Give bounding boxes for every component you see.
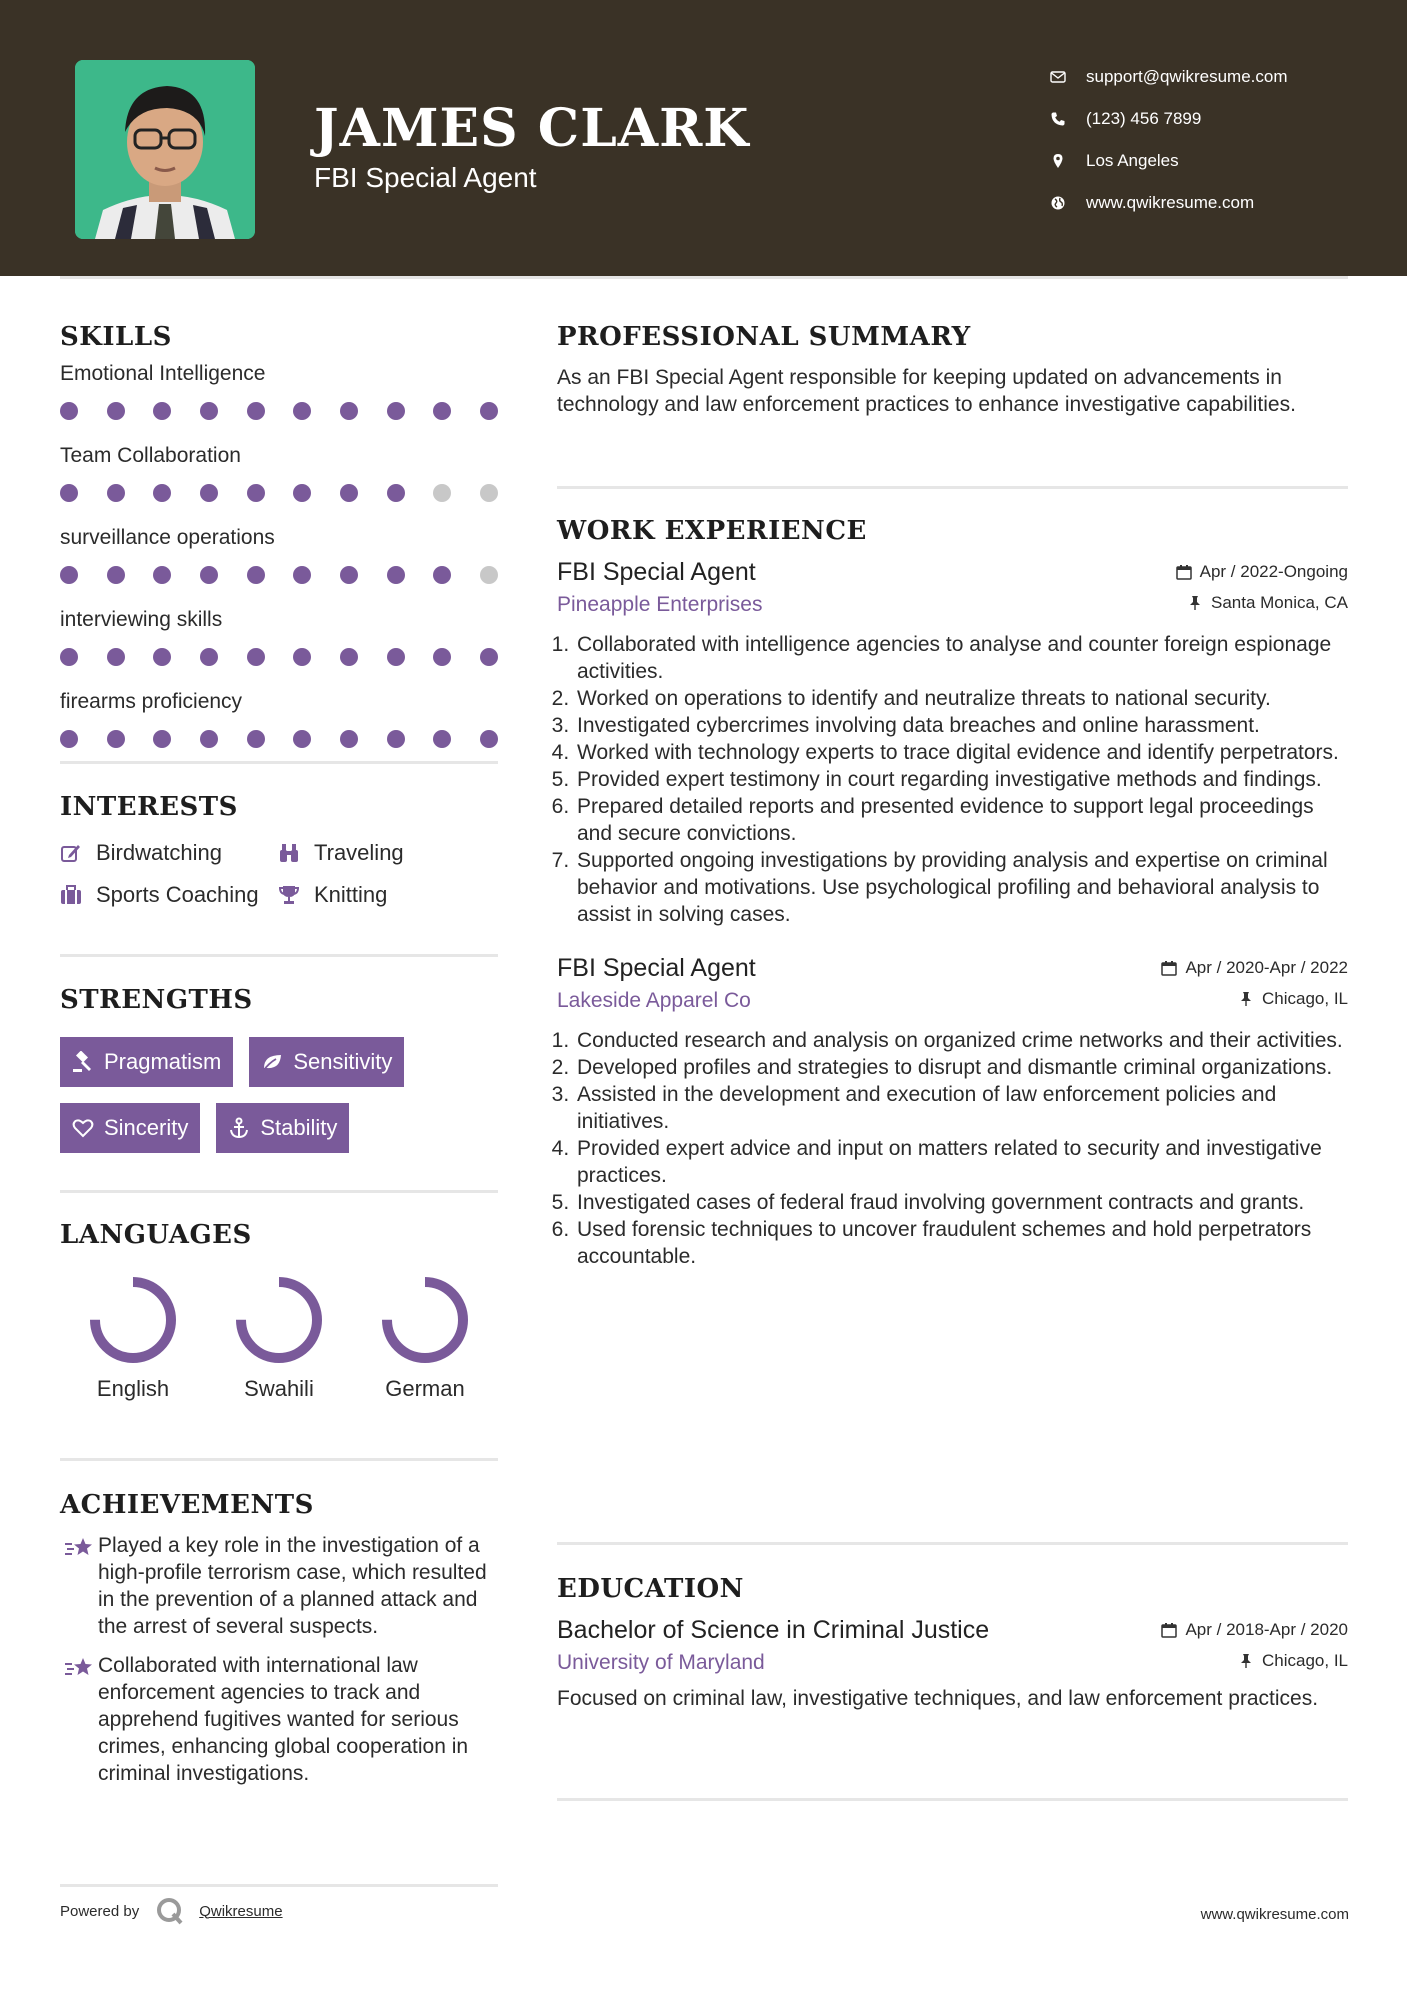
rating-dot: [293, 566, 311, 584]
rating-dot: [293, 484, 311, 502]
achievement-item: [60, 1532, 498, 1640]
rating-dot: [247, 566, 265, 584]
strengths-heading: STRENGTHS: [60, 985, 253, 1015]
rating-dot: [433, 648, 451, 666]
rating-dot: [107, 484, 125, 502]
globe-icon: [1050, 195, 1086, 211]
candidate-title: FBI Special Agent: [314, 162, 537, 193]
contact-website[interactable]: [1050, 182, 1288, 224]
section-divider: [60, 761, 498, 764]
strength-badge: [60, 1037, 233, 1087]
languages-list: [60, 1274, 498, 1402]
map-pin-icon: [1050, 153, 1086, 169]
interest-label: Sports Coaching: [96, 882, 259, 907]
skills-heading: SKILLS: [60, 322, 172, 352]
company-name: Lakeside Apparel Co: [557, 989, 751, 1012]
education-date: [1161, 1620, 1348, 1640]
education-description: Focused on criminal law, investigative techniques, and law enforcement practices.: [557, 1687, 1319, 1710]
section-divider: [557, 486, 1348, 489]
contact-list: [1050, 56, 1288, 224]
strength-label: Pragmatism: [104, 1049, 222, 1074]
job-header: [557, 954, 1348, 983]
rating-dot: [247, 648, 265, 666]
language-item: [352, 1274, 498, 1402]
briefcase-icon: [60, 884, 82, 906]
rating-dot: [293, 730, 311, 748]
duty-item: 6. Prepared detailed reports and presented evidence to support legal proceedings and secure convictions.: [575, 793, 1348, 847]
rating-dot: [107, 730, 125, 748]
summary-heading: PROFESSIONAL SUMMARY: [557, 322, 971, 352]
duty-item: 4. Provided expert advice and input on matters related to security and investigative practices.: [575, 1135, 1348, 1189]
languages-section: [60, 1220, 498, 1402]
rating-dot: [107, 566, 125, 584]
interest-item: [278, 840, 498, 866]
section-divider: [557, 1542, 1348, 1545]
interests-section: [60, 792, 498, 908]
resume-header: [0, 0, 1407, 276]
job-entry: [557, 954, 1348, 1270]
duty-item: 1. Conducted research and analysis on organized crime networks and their activities.: [575, 1027, 1348, 1054]
rating-dot: [480, 402, 498, 420]
section-divider: [60, 1458, 498, 1461]
contact-phone[interactable]: [1050, 98, 1288, 140]
skills-list: [60, 362, 498, 764]
interest-item: [60, 840, 278, 866]
interest-item: [278, 882, 498, 908]
job-location: [1238, 989, 1348, 1009]
interests-list: [60, 840, 498, 908]
section-divider: [60, 954, 498, 957]
contact-location-text: Los Angeles: [1086, 151, 1179, 170]
leaf-icon: [261, 1051, 283, 1073]
job-subheader: [557, 593, 1348, 617]
education-date-text: Apr / 2018-Apr / 2020: [1185, 1620, 1348, 1639]
rating-dot: [153, 566, 171, 584]
rating-dot: [60, 402, 78, 420]
profile-photo: [75, 60, 255, 239]
strength-label: Sincerity: [104, 1115, 189, 1140]
rating-dot: [387, 730, 405, 748]
experience-section: [557, 516, 1348, 1270]
language-item: [206, 1274, 352, 1402]
rating-dot: [153, 484, 171, 502]
rating-dot: [107, 402, 125, 420]
strengths-section: [60, 985, 498, 1153]
rating-dot: [387, 566, 405, 584]
phone-icon: [1050, 111, 1086, 127]
strength-label: Sensitivity: [293, 1049, 393, 1074]
envelope-icon: [1050, 69, 1086, 85]
interest-label: Traveling: [314, 840, 404, 865]
skill-name: surveillance operations: [60, 526, 275, 549]
gavel-icon: [72, 1051, 94, 1073]
calendar-icon: [1161, 1622, 1177, 1638]
duty-item: 2. Worked on operations to identify and neutralize threats to national security.: [575, 685, 1348, 712]
rating-dot: [480, 566, 498, 584]
language-progress-ring: [233, 1274, 325, 1366]
skill-rating: [60, 730, 498, 764]
education-section: [557, 1574, 1348, 1712]
rating-dot: [200, 730, 218, 748]
rating-dot: [200, 566, 218, 584]
binoculars-icon: [278, 842, 300, 864]
language-progress-arc: [387, 1282, 463, 1358]
achievement-text: Played a key role in the investigation of a high-profile terrorism case, which resulted in the prevention of a planned attack and the arrest of several suspects.: [98, 1534, 487, 1638]
rating-dot: [433, 402, 451, 420]
rating-dot: [107, 648, 125, 666]
rating-dot: [293, 648, 311, 666]
duty-item: 3. Investigated cybercrimes involving data breaches and online harassment.: [575, 712, 1348, 739]
rating-dot: [433, 730, 451, 748]
rating-dot: [480, 648, 498, 666]
language-name: Swahili: [244, 1376, 314, 1401]
degree-title: Bachelor of Science in Criminal Justice: [557, 1616, 990, 1644]
language-item: [60, 1274, 206, 1402]
footer-website[interactable]: www.qwikresume.com: [1200, 1906, 1349, 1923]
rating-dot: [247, 484, 265, 502]
strength-badge: [216, 1103, 349, 1153]
skill-rating: [60, 648, 498, 682]
section-divider: [557, 1798, 1348, 1801]
candidate-name: JAMES CLARK: [314, 98, 750, 159]
duty-item: 1. Collaborated with intelligence agencies to analyse and counter foreign espionage activities.: [575, 631, 1348, 685]
strength-badge: [249, 1037, 404, 1087]
skill-name: Emotional Intelligence: [60, 362, 266, 385]
section-divider: [60, 1190, 498, 1193]
skill-name: Team Collaboration: [60, 444, 241, 467]
rating-dot: [247, 402, 265, 420]
interest-item: [60, 882, 278, 908]
rating-dot: [433, 566, 451, 584]
skill-item: [60, 690, 498, 764]
job-title: FBI Special Agent: [557, 954, 756, 982]
job-date-text: Apr / 2020-Apr / 2022: [1185, 958, 1348, 977]
job-header: [557, 558, 1348, 587]
rating-dot: [247, 730, 265, 748]
trophy-icon: [278, 884, 300, 906]
rating-dot: [387, 402, 405, 420]
rating-dot: [387, 648, 405, 666]
powered-by-text: Powered by: [60, 1902, 140, 1920]
school-name: University of Maryland: [557, 1651, 765, 1674]
education-location-text: Chicago, IL: [1262, 1651, 1348, 1670]
duty-item: 3. Assisted in the development and execution of law enforcement policies and initiatives.: [575, 1081, 1348, 1135]
skill-rating: [60, 402, 498, 436]
duty-item: 2. Developed profiles and strategies to disrupt and dismantle criminal organizations.: [575, 1054, 1348, 1081]
interests-heading: INTERESTS: [60, 792, 238, 822]
skill-item: [60, 362, 498, 436]
heart-icon: [72, 1117, 94, 1139]
education-location: [1238, 1651, 1348, 1671]
contact-location: [1050, 140, 1288, 182]
skill-item: [60, 444, 498, 518]
skill-rating: [60, 484, 498, 518]
pushpin-icon: [1187, 595, 1203, 611]
shooting-star-icon: [60, 1532, 98, 1564]
rating-dot: [200, 484, 218, 502]
education-subheader: [557, 1651, 1348, 1675]
pushpin-icon: [1238, 991, 1254, 1007]
contact-email-text: support@qwikresume.com: [1086, 67, 1288, 86]
calendar-icon: [1161, 960, 1177, 976]
skill-name: interviewing skills: [60, 608, 223, 631]
skill-item: [60, 608, 498, 682]
rating-dot: [60, 484, 78, 502]
anchor-icon: [228, 1117, 250, 1139]
header-divider: [60, 276, 1348, 279]
calendar-icon: [1176, 564, 1192, 580]
footer-powered-by: [60, 1896, 283, 1926]
company-name: Pineapple Enterprises: [557, 593, 763, 616]
rating-dot: [153, 402, 171, 420]
achievements-section: [60, 1490, 498, 1787]
language-progress-ring: [379, 1274, 471, 1366]
skill-rating: [60, 566, 498, 600]
rating-dot: [200, 648, 218, 666]
language-progress-arc: [241, 1282, 317, 1358]
job-location-text: Chicago, IL: [1262, 989, 1348, 1008]
contact-website-text: www.qwikresume.com: [1086, 193, 1255, 212]
job-date: [1176, 562, 1348, 582]
job-entry: [557, 558, 1348, 928]
rating-dot: [200, 402, 218, 420]
duty-item: 5. Provided expert testimony in court regarding investigative methods and findings.: [575, 766, 1348, 793]
duty-item: 4. Worked with technology experts to trace digital evidence and identify perpetrators.: [575, 739, 1348, 766]
interest-label: Birdwatching: [96, 840, 222, 865]
skill-item: [60, 526, 498, 600]
education-header: [557, 1616, 1348, 1645]
rating-dot: [387, 484, 405, 502]
rating-dot: [480, 484, 498, 502]
skills-section: [60, 322, 498, 764]
pencil-square-icon: [60, 842, 82, 864]
strength-badge: [60, 1103, 200, 1153]
pushpin-icon: [1238, 1653, 1254, 1669]
shooting-star-icon: [60, 1652, 98, 1684]
job-date-text: Apr / 2022-Ongoing: [1199, 562, 1348, 581]
language-name: German: [385, 1376, 465, 1401]
rating-dot: [433, 484, 451, 502]
education-heading: EDUCATION: [557, 1574, 744, 1604]
rating-dot: [60, 566, 78, 584]
job-date: [1161, 958, 1348, 978]
rating-dot: [480, 730, 498, 748]
rating-dot: [60, 730, 78, 748]
rating-dot: [340, 730, 358, 748]
achievements-heading: ACHIEVEMENTS: [60, 1490, 314, 1520]
strength-label: Stability: [260, 1115, 338, 1140]
skill-name: firearms proficiency: [60, 690, 243, 713]
duty-item: 5. Investigated cases of federal fraud involving government contracts and grants.: [575, 1189, 1348, 1216]
achievement-text: Collaborated with international law enforcement agencies to track and apprehend fugitives wanted for serious crimes, enhancing global cooperation in criminal investigations.: [98, 1654, 469, 1785]
job-duties: [557, 631, 1348, 928]
language-progress-arc: [95, 1282, 171, 1358]
job-duties: [557, 1027, 1348, 1270]
contact-email[interactable]: [1050, 56, 1288, 98]
duty-item: 7. Supported ongoing investigations by providing analysis and expertise on criminal behavior and motivations. Use psychological profiling and behavioral analysis to assist in solving cases.: [575, 847, 1348, 928]
rating-dot: [153, 648, 171, 666]
duty-item: 6. Used forensic techniques to uncover fraudulent schemes and hold perpetrators accountable.: [575, 1216, 1348, 1270]
interest-label: Knitting: [314, 882, 388, 907]
job-title: FBI Special Agent: [557, 558, 756, 586]
language-name: English: [96, 1376, 170, 1401]
summary-text: As an FBI Special Agent responsible for keeping updated on advancements in technology and law enforcement practices to enhance investigative capabilities.: [557, 366, 1296, 416]
rating-dot: [340, 484, 358, 502]
strengths-list: [60, 1037, 498, 1153]
contact-phone-text: (123) 456 7899: [1086, 109, 1202, 128]
summary-section: [557, 322, 1348, 418]
qwikresume-logo-icon: [155, 1896, 185, 1926]
language-progress-ring: [87, 1274, 179, 1366]
languages-heading: LANGUAGES: [60, 1220, 252, 1250]
section-divider: [60, 1884, 498, 1887]
rating-dot: [60, 648, 78, 666]
rating-dot: [293, 402, 311, 420]
rating-dot: [340, 402, 358, 420]
rating-dot: [340, 648, 358, 666]
job-location-text: Santa Monica, CA: [1210, 593, 1348, 612]
job-location: [1187, 593, 1348, 613]
qwikresume-link[interactable]: Qwikresume: [199, 1902, 283, 1920]
job-subheader: [557, 989, 1348, 1013]
experience-heading: WORK EXPERIENCE: [557, 516, 867, 546]
achievement-item: [60, 1652, 498, 1787]
rating-dot: [340, 566, 358, 584]
rating-dot: [153, 730, 171, 748]
person-portrait-icon: [75, 60, 255, 239]
